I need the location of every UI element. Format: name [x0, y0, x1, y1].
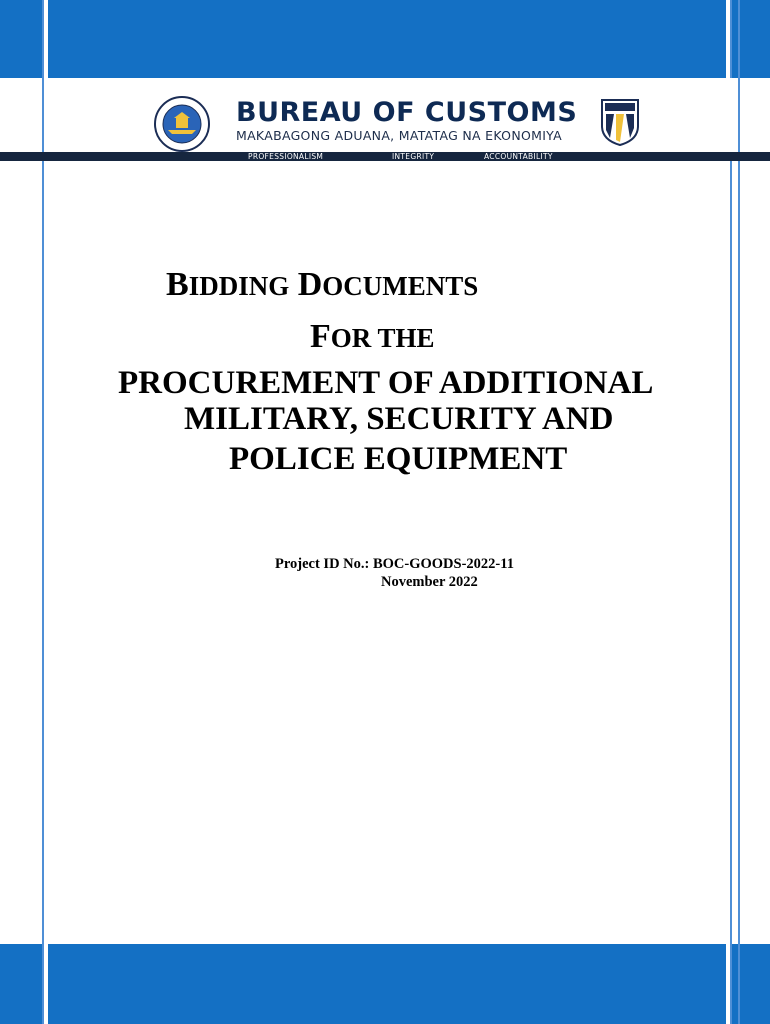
values-strip: [0, 152, 770, 161]
document-title-line1: [166, 266, 478, 304]
bureau-tagline: MAKABAGONG ADUANA, MATATAG NA EKONOMIYA: [236, 128, 563, 143]
procurement-title-line1: PROCUREMENT OF ADDITIONAL: [118, 365, 654, 401]
bottom-blue-band: [0, 944, 770, 1024]
value-professionalism: PROFESSIONALISM: [248, 152, 324, 161]
document-date: November 2022: [381, 574, 478, 590]
procurement-title-line2: MILITARY, SECURITY AND: [184, 401, 614, 437]
title-initial-d: D: [297, 266, 323, 303]
letterhead: [52, 78, 732, 152]
project-id: Project ID No.: BOC-GOODS-2022-11: [275, 556, 514, 572]
title-word-ocuments: OCUMENTS: [322, 271, 479, 301]
title-initial-f: F: [310, 318, 331, 355]
boc-badge-icon: [600, 96, 640, 146]
document-title-line2: [310, 318, 435, 356]
bureau-name: BUREAU OF CUSTOMS: [236, 97, 578, 128]
seal-icon: [154, 96, 210, 152]
value-accountability: ACCOUNTABILITY: [484, 152, 553, 161]
title-word-idding: IDDING: [188, 271, 290, 301]
value-integrity: INTEGRITY: [392, 152, 435, 161]
procurement-title-line3: POLICE EQUIPMENT: [229, 441, 568, 477]
title-initial-b: B: [166, 266, 189, 303]
title-word-or-the: OR THE: [330, 323, 435, 353]
top-blue-band: [0, 0, 770, 78]
